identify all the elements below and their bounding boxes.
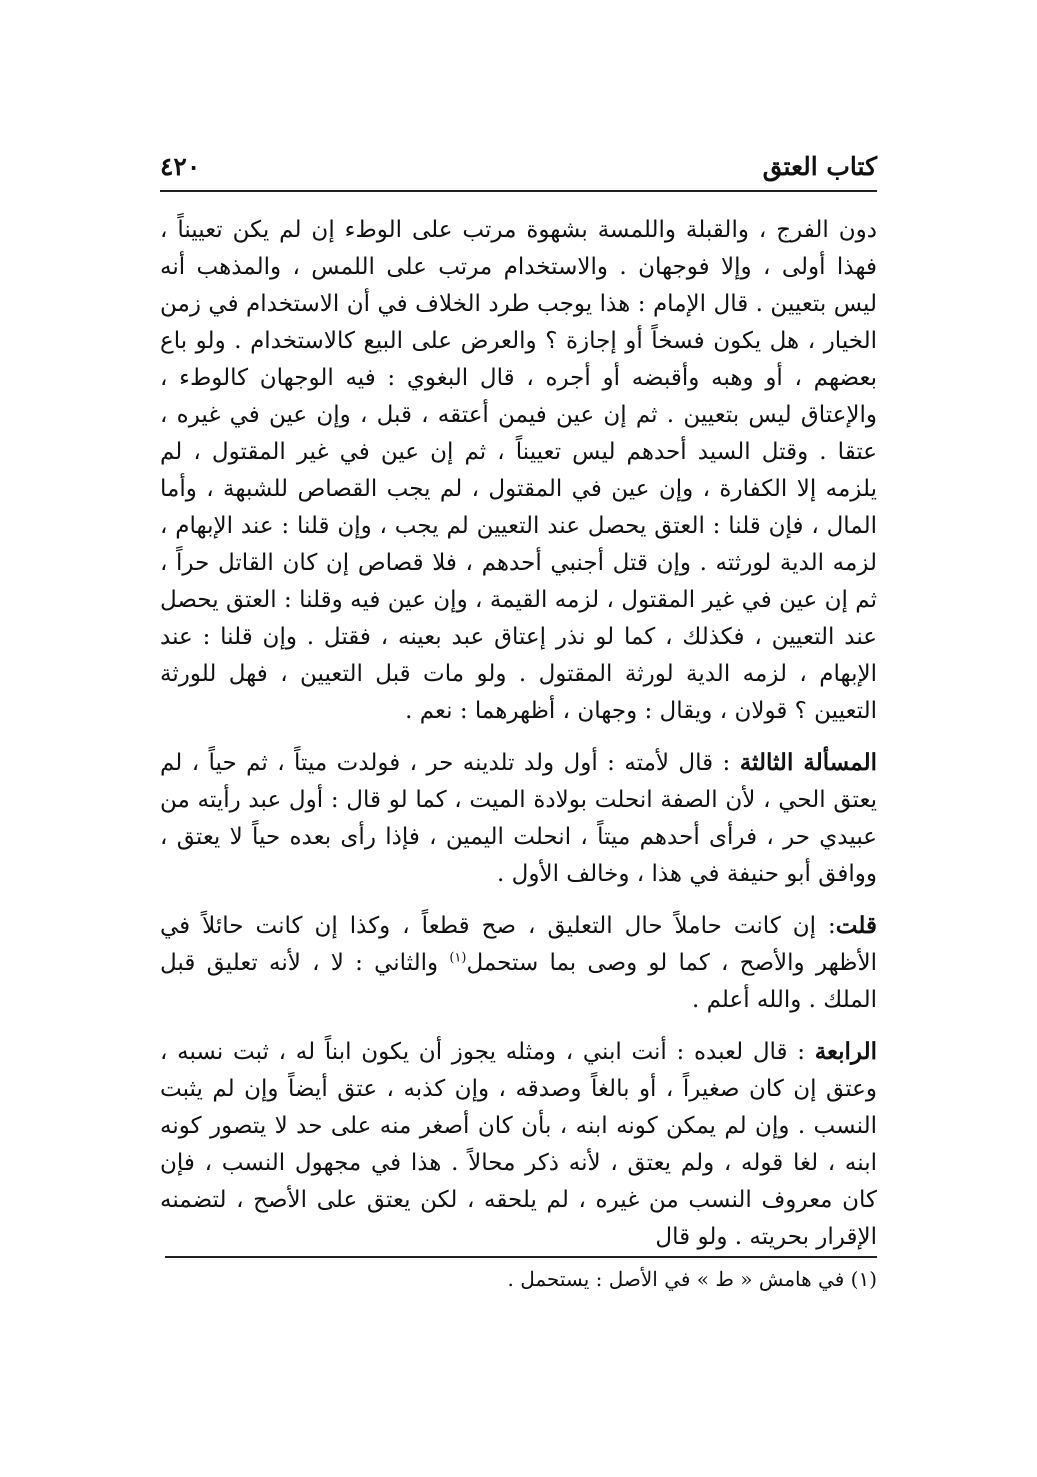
paragraph-1 <box>160 212 877 730</box>
page-header <box>160 150 877 192</box>
paragraph-text: : قال لعبده : أنت ابني ، ومثله يجوز أن يكون ابناً له ، ثبت نسبه ، وعتق إن كان صغيراً ، أو بالغاً وصدقه ، وإن كذبه ، عتق أيضاً وإن لم يثبت النسب . وإن لم يمكن كونه ابنه ، بأن كان أصغر منه على حد لا يتصور كونه ابنه ، لغا قوله ، ولم يعتق ، لأنه ذكر محالاً . هذا في مجهول النسب ، فإن كان معروف النسب من غيره ، لم يلحقه ، لكن يعتق على الأصح ، لتضمنه الإقرار بحريته . ولو قال <box>160 1039 877 1250</box>
paragraph-text: دون الفرج ، والقبلة واللمسة بشهوة مرتب على الوطء إن لم يكن تعييناً ، فهذا أولى ، وإلا فوجهان . والاستخدام مرتب على اللمس ، والمذهب أنه ليس بتعيين . قال الإمام : هذا يوجب طرد الخلاف في أن الاستخدام في زمن الخيار ، هل يكون فسخاً أو إجازة ؟ والعرض على البيع كالاستخدام . ولو باع بعضهم ، أو وهبه وأقبضه أو أجره ، قال البغوي : فيه الوجهان كالوطء ، والإعتاق ليس بتعيين . ثم إن عين فيمن أعتقه ، قبل ، وإن عين في غيره ، عتقا . وقتل السيد أحدهم ليس تعييناً ، ثم إن عين في غير المقتول ، لم يلزمه إلا الكفارة ، وإن عين في المقتول ، لم يجب القصاص للشبهة ، وأما المال ، فإن قلنا : العتق يحصل عند التعيين لم يجب ، وإن قلنا : عند الإبهام ، لزمه الدية لورثته . وإن قتل أجنبي أحدهم ، فلا قصاص إن كان القاتل حراً ، ثم إن عين في غير المقتول ، لزمه القيمة ، وإن عين فيه وقلنا : العتق يحصل عند التعيين ، فكذلك ، كما لو نذر إعتاق عبد بعينه ، فقتل . وإن قلنا : عند الإبهام ، لزمه الدية لورثة المقتول . ولو مات قبل التعيين ، فهل للورثة التعيين ؟ قولان ، ويقال : وجهان ، أظهرهما : نعم . <box>160 217 877 724</box>
paragraph-text: : إن كانت حاملاً حال التعليق ، صح قطعاً ، وكذا إن كانت حائلاً في الأظهر والأصح ، كما لو وصى بما ستحمل <box>160 913 877 976</box>
footnote: (١) في هامش « ط » في الأصل : يستحمل . <box>507 1267 877 1291</box>
paragraph-text: والثاني : لا ، لأنه تعليق قبل الملك . والله أعلم . <box>160 950 877 1013</box>
footnote-divider <box>165 1256 877 1258</box>
section-heading: الرابعة <box>814 1038 877 1065</box>
paragraph-text: : قال لأمته : أول ولد تلدينه حر ، فولدت ميتاً ، ثم حياً ، لم يعتق الحي ، لأن الصفة انحلت بولادة الميت ، كما لو قال : أول عبد رأيته من عبيدي حر ، فرأى أحدهم ميتاً ، انحلت اليمين ، فإذا رأى بعده حياً لا يعتق ، ووافق أبو حنيفة في هذا ، وخالف الأول . <box>160 750 877 887</box>
page-number: ٤٢٠ <box>160 152 201 181</box>
section-heading: قلت <box>835 912 877 939</box>
paragraph-qultu <box>160 907 877 1019</box>
section-heading: المسألة الثالثة <box>739 749 877 776</box>
main-text <box>160 212 877 1256</box>
paragraph-masala-3 <box>160 744 877 893</box>
footnote-marker: (١) <box>449 950 467 966</box>
running-title: كتاب العتق <box>762 152 877 181</box>
paragraph-rabia <box>160 1033 877 1256</box>
